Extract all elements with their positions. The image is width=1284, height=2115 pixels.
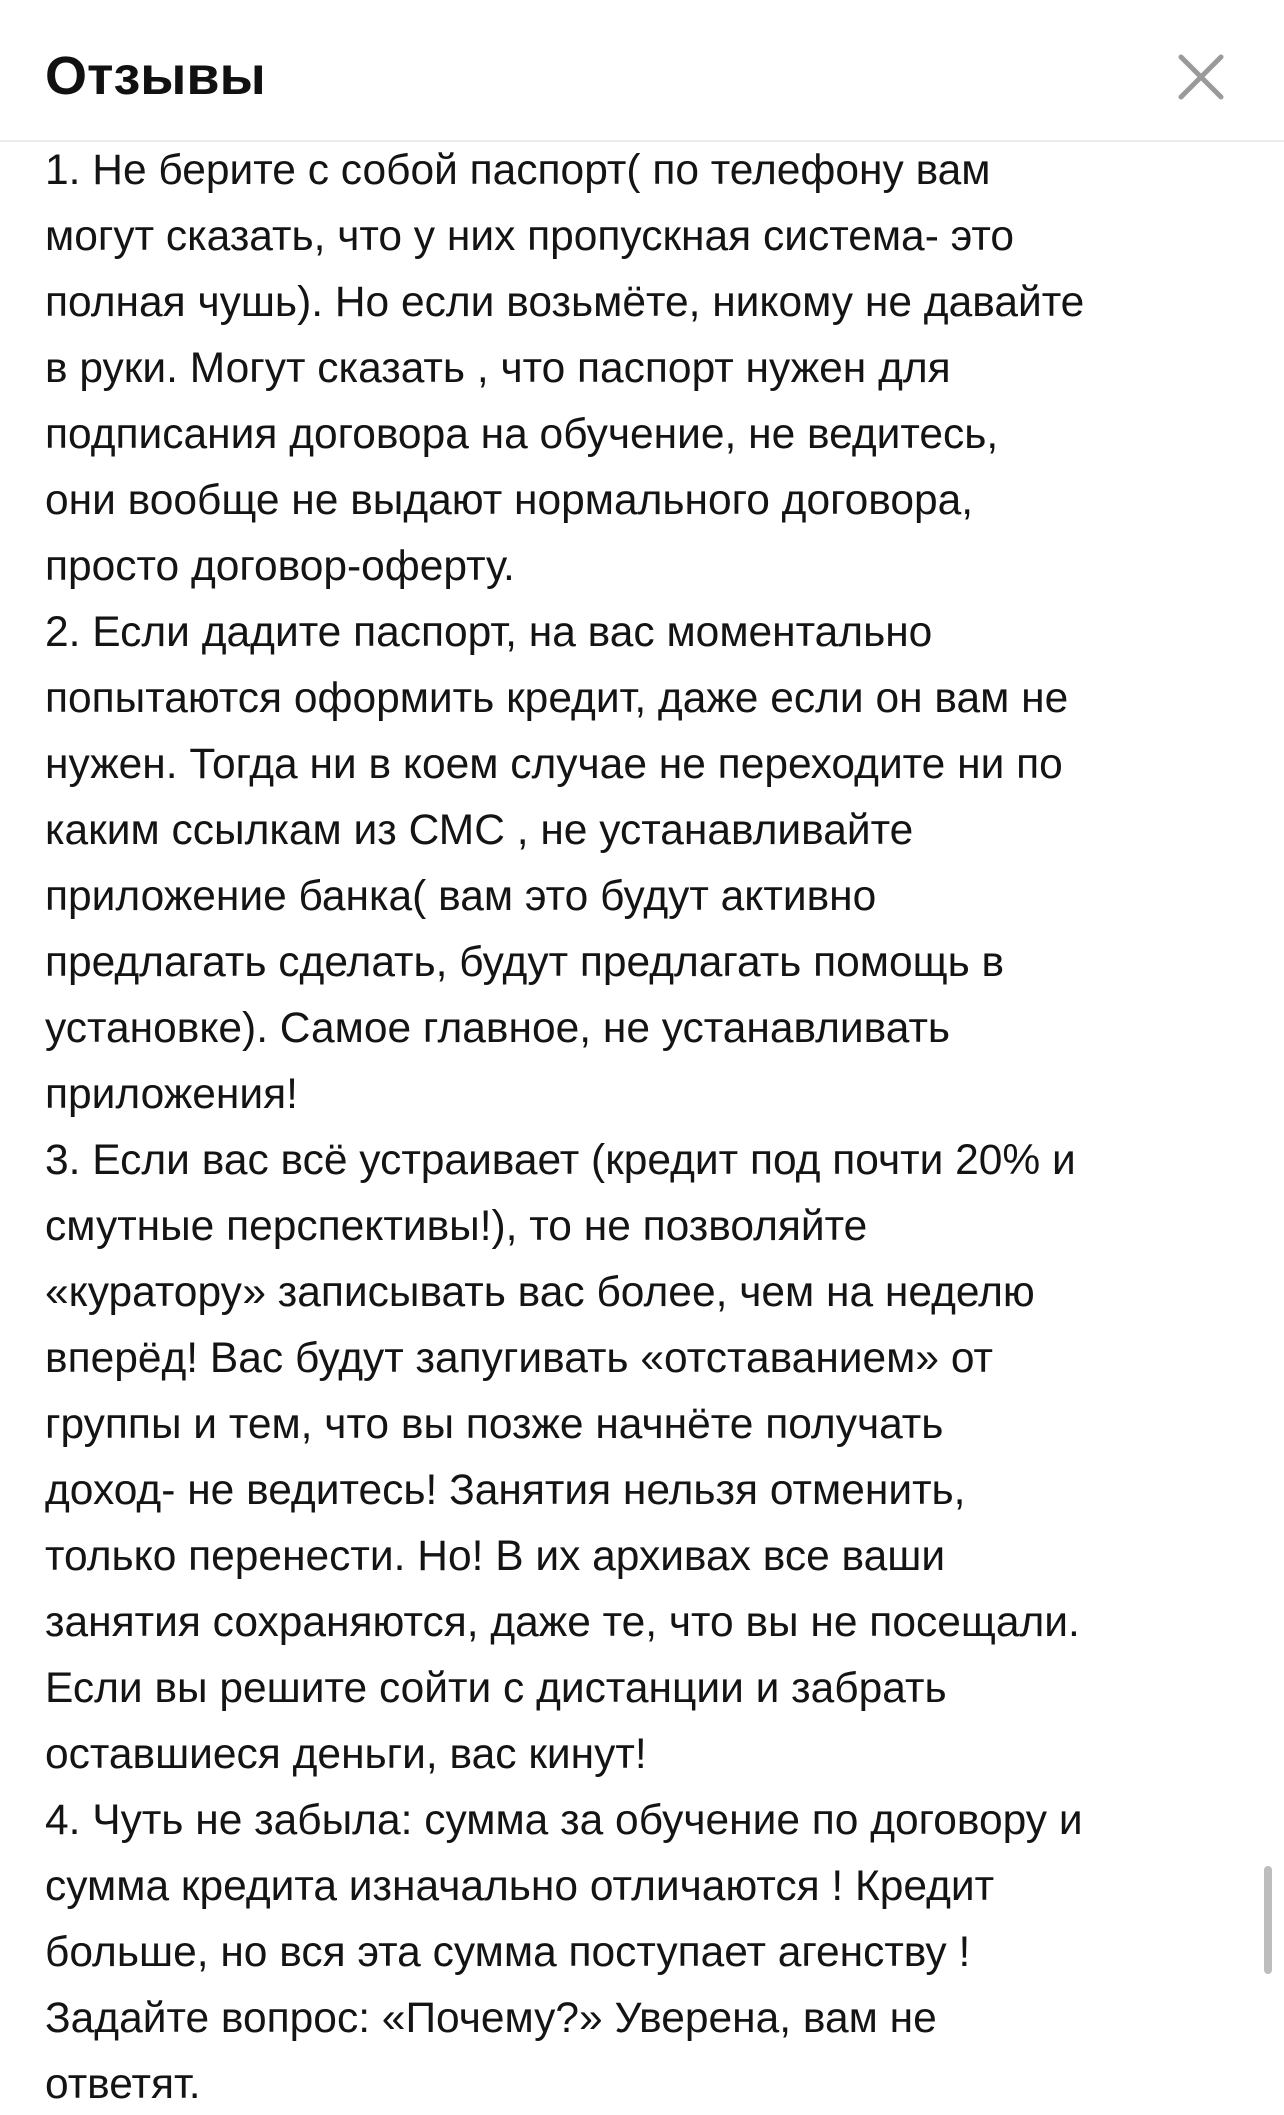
review-line: просто договор-оферту. [45,543,515,590]
page-title: Отзывы [45,46,266,106]
review-line: приложения! [45,1071,298,1118]
review-line: ответят. [45,2061,201,2108]
close-button[interactable] [1166,42,1236,112]
review-line: только перенести. Но! В их архивах все ваши [45,1533,946,1580]
review-line: в руки. Могут сказать , что паспорт нужен для [45,345,951,392]
review-line: «куратору» записывать вас более, чем на неделю [45,1269,1035,1316]
review-line: 1. Не берите с собой паспорт( по телефону вам [45,147,991,194]
review-line: вперёд! Вас будут запугивать «отставанием» от [45,1335,993,1382]
close-icon [1177,53,1225,101]
review-line: занятия сохраняются, даже те, что вы не посещали. [45,1599,1080,1646]
review-line: нужен. Тогда ни в коем случае не переходите ни по [45,741,1063,788]
review-content[interactable] [45,138,1245,2115]
review-line: предлагать сделать, будут предлагать помощь в [45,939,1005,986]
review-line: полная чушь). Но если возьмёте, никому не давайте [45,279,1085,326]
review-line: подписания договора на обучение, не ведитесь, [45,411,999,458]
scrollbar-thumb[interactable] [1264,1866,1272,1974]
review-line: 3. Если вас всё устраивает (кредит под почти 20% и [45,1137,1076,1184]
review-line: оставшиеся деньги, вас кинут! [45,1731,647,1778]
review-line: смутные перспективы!), то не позволяйте [45,1203,868,1250]
review-line: сумма кредита изначально отличаются ! Кредит [45,1863,995,1910]
review-line: установке). Самое главное, не устанавливать [45,1005,951,1052]
review-line: каким ссылкам из СМС , не устанавливайте [45,807,914,854]
review-line: 2. Если дадите паспорт, на вас моментально [45,609,933,656]
review-line: попытаются оформить кредит, даже если он вам не [45,675,1069,722]
review-line: больше, но вся эта сумма поступает агенству ! [45,1929,971,1976]
review-text [45,138,1245,2115]
sheet-header [0,0,1284,142]
review-line: 4. Чуть не забыла: сумма за обучение по договору и [45,1797,1083,1844]
review-line: Если вы решите сойти с дистанции и забрать [45,1665,947,1712]
review-line: они вообще не выдают нормального договора, [45,477,974,524]
review-line: группы и тем, что вы позже начнёте получать [45,1401,944,1448]
review-line: доход- не ведитесь! Занятия нельзя отменить, [45,1467,966,1514]
review-line: могут сказать, что у них пропускная система- это [45,213,1015,260]
review-line: приложение банка( вам это будут активно [45,873,877,920]
review-line: Задайте вопрос: «Почему?» Уверена, вам не [45,1995,937,2042]
